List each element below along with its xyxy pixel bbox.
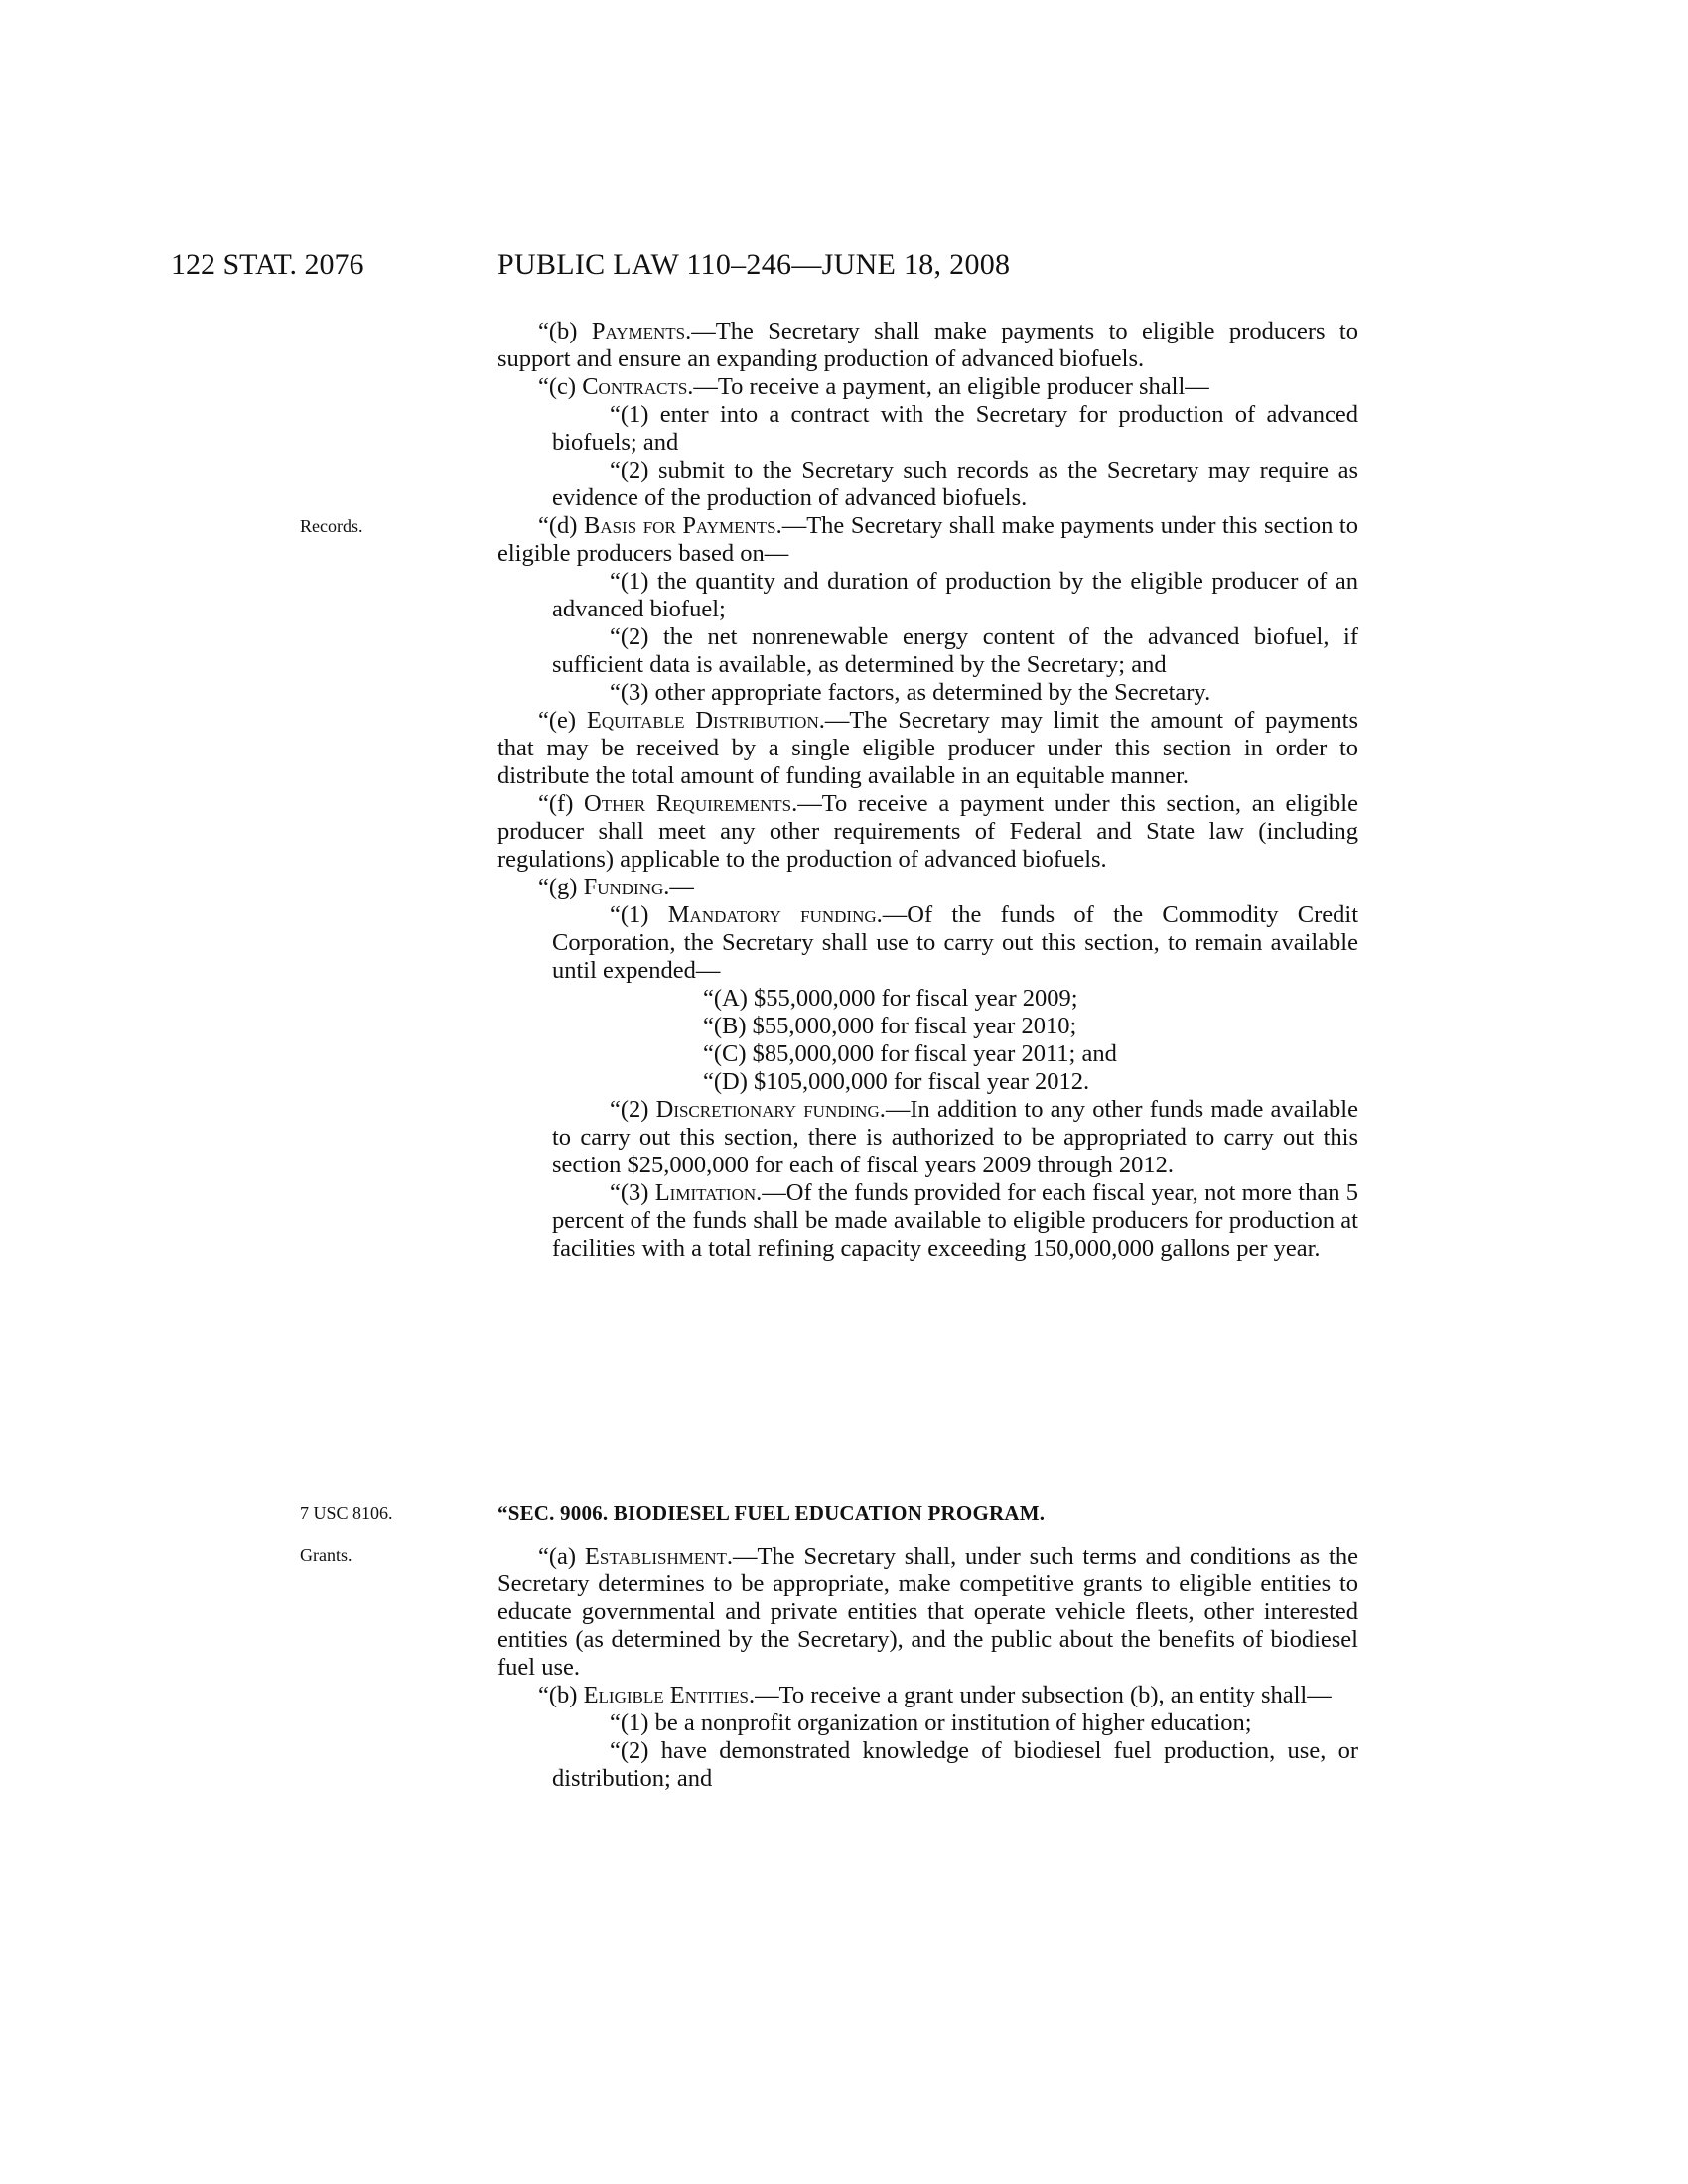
paragraph-b2: “(2) have demonstrated knowledge of biodiesel fuel production, use, or distribution; and bbox=[552, 1737, 1358, 1792]
margin-note-records: Records. bbox=[300, 516, 363, 536]
subsection-b-eligible-entities: “(b) Eligible Entities.—To receive a grant under subsection (b), an entity shall— bbox=[538, 1682, 1332, 1708]
paragraph-d1: “(1) the quantity and duration of production by the eligible producer of an advanced biofuel; bbox=[552, 568, 1358, 622]
subsection-g-funding: “(g) Funding.— bbox=[538, 874, 694, 900]
paragraph-c1: “(1) enter into a contract with the Secretary for production of advanced biofuels; and bbox=[552, 401, 1358, 456]
page-header-left: 122 STAT. 2076 bbox=[171, 248, 364, 281]
subsection-a-establishment: “(a) Establishment.—The Secretary shall, under such terms and conditions as the Secretary determines to be appropriate, make competitive grants to eligible entities to educate governmental and private entities that operate vehicle fleets, other interested entities (as determined by the Secretary), and the public about the benefits of biodiesel fuel use. bbox=[497, 1543, 1358, 1681]
paragraph-b1: “(1) be a nonprofit organization or institution of higher education; bbox=[610, 1709, 1252, 1736]
body-text-lower bbox=[497, 1543, 1358, 1793]
item-g1-a: “(A) $55,000,000 for fiscal year 2009; bbox=[703, 985, 1078, 1012]
item-g1-c: “(C) $85,000,000 for fiscal year 2011; and bbox=[703, 1040, 1117, 1067]
paragraph-d2: “(2) the net nonrenewable energy content of the advanced biofuel, if sufficient data is available, as determined by the Secretary; and bbox=[552, 623, 1358, 678]
paragraph-d3: “(3) other appropriate factors, as determined by the Secretary. bbox=[610, 679, 1211, 706]
margin-note-usc: 7 USC 8106. bbox=[300, 1503, 393, 1523]
body-text-upper bbox=[497, 318, 1358, 1263]
page-header-title: PUBLIC LAW 110–246—JUNE 18, 2008 bbox=[497, 248, 1011, 281]
item-g1-b: “(B) $55,000,000 for fiscal year 2010; bbox=[703, 1013, 1077, 1039]
subsection-d-basis: “(d) Basis for Payments.—The Secretary shall make payments under this section to eligible producers based on— bbox=[497, 512, 1358, 567]
item-g1-d: “(D) $105,000,000 for fiscal year 2012. bbox=[703, 1068, 1090, 1095]
margin-note-grants: Grants. bbox=[300, 1545, 352, 1565]
paragraph-g1-mandatory: “(1) Mandatory funding.—Of the funds of the Commodity Credit Corporation, the Secretary shall use to carry out this section, to remain available until expended— bbox=[552, 901, 1358, 984]
section-heading: “SEC. 9006. BIODIESEL FUEL EDUCATION PROGRAM. bbox=[497, 1501, 1046, 1525]
paragraph-g2-discretionary: “(2) Discretionary funding.—In addition to any other funds made available to carry out this section, there is authorized to be appropriated to carry out this section $25,000,000 for each of fiscal years 2009 through 2012. bbox=[552, 1096, 1358, 1178]
paragraph-g3-limitation: “(3) Limitation.—Of the funds provided for each fiscal year, not more than 5 percent of the funds shall be made available to eligible producers for production at facilities with a total refining capacity exceeding 150,000,000 gallons per year. bbox=[552, 1179, 1358, 1262]
subsection-b-payments: “(b) Payments.—The Secretary shall make payments to eligible producers to support and ensure an expanding production of advanced biofuels. bbox=[497, 318, 1358, 372]
subsection-f-requirements: “(f) Other Requirements.—To receive a payment under this section, an eligible producer shall meet any other requirements of Federal and State law (including regulations) applicable to the production of advanced biofuels. bbox=[497, 790, 1358, 873]
paragraph-c2: “(2) submit to the Secretary such records as the Secretary may require as evidence of the production of advanced biofuels. bbox=[552, 457, 1358, 511]
subsection-e-distribution: “(e) Equitable Distribution.—The Secretary may limit the amount of payments that may be received by a single eligible producer under this section in order to distribute the total amount of funding available in an equitable manner. bbox=[497, 707, 1358, 789]
subsection-c-contracts: “(c) Contracts.—To receive a payment, an eligible producer shall— bbox=[538, 373, 1209, 400]
